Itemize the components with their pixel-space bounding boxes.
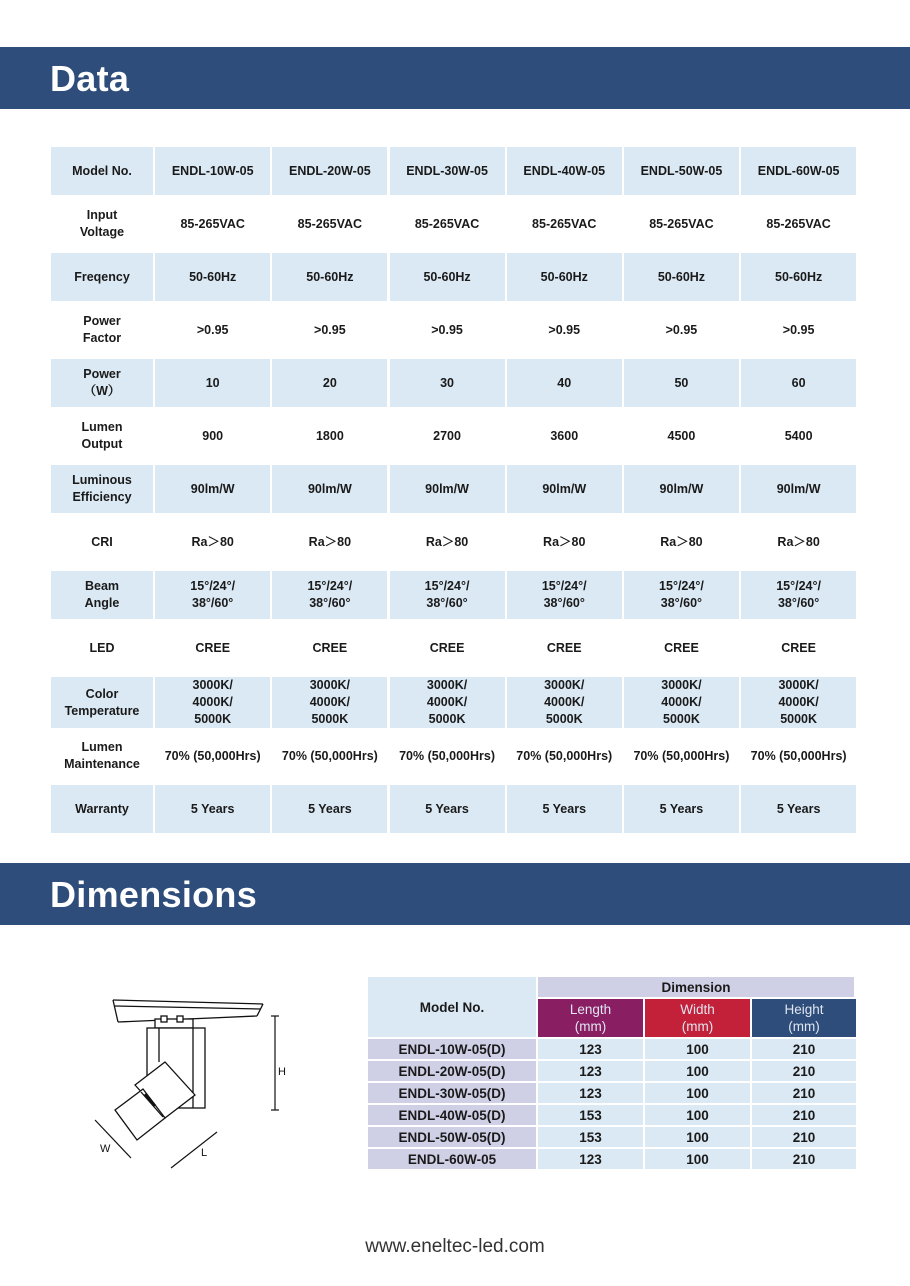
spec-row-label: CRI xyxy=(51,516,153,568)
spec-value-cell: Ra＞80 xyxy=(741,516,856,568)
spec-value-cell: 3000K/ 4000K/ 5000K xyxy=(155,677,270,728)
dim-column-header: Length (mm) xyxy=(538,999,643,1037)
spec-value-cell: Ra＞80 xyxy=(272,516,387,568)
dim-model-cell: ENDL-60W-05 xyxy=(368,1149,536,1169)
spec-value-cell: 70% (50,000Hrs) xyxy=(390,730,505,782)
dim-width-cell: 100 xyxy=(645,1039,750,1059)
spec-value-cell: 5 Years xyxy=(624,785,739,833)
dim-width-cell: 100 xyxy=(645,1061,750,1081)
spec-value-cell: 50-60Hz xyxy=(624,253,739,301)
spec-value-cell: >0.95 xyxy=(741,304,856,356)
spec-value-cell: 5 Years xyxy=(741,785,856,833)
dimensions-section-banner xyxy=(0,863,910,925)
dim-model-cell: ENDL-30W-05(D) xyxy=(368,1083,536,1103)
spec-value-cell: Ra＞80 xyxy=(507,516,622,568)
dim-table-row xyxy=(368,1039,856,1059)
spec-value-cell: 5 Years xyxy=(507,785,622,833)
spec-model-header-cell: ENDL-60W-05 xyxy=(741,147,856,195)
spec-row-label: Power Factor xyxy=(51,304,153,356)
spec-value-cell: 900 xyxy=(155,410,270,462)
spec-value-cell: 4500 xyxy=(624,410,739,462)
dim-length-cell: 123 xyxy=(538,1061,643,1081)
spec-row xyxy=(51,571,856,619)
spec-value-cell: 5 Years xyxy=(390,785,505,833)
spec-value-cell: 70% (50,000Hrs) xyxy=(155,730,270,782)
spec-value-cell: 15°/24°/ 38°/60° xyxy=(507,571,622,619)
height-label: H xyxy=(278,1066,286,1078)
spec-value-cell: 3000K/ 4000K/ 5000K xyxy=(272,677,387,728)
dim-height-cell: 210 xyxy=(752,1149,856,1169)
spec-value-cell: 3000K/ 4000K/ 5000K xyxy=(741,677,856,728)
spec-value-cell: 10 xyxy=(155,359,270,407)
spec-value-cell: Ra＞80 xyxy=(155,516,270,568)
spec-value-cell: 3000K/ 4000K/ 5000K xyxy=(507,677,622,728)
spec-row-label: Power （W） xyxy=(51,359,153,407)
dim-model-cell: ENDL-20W-05(D) xyxy=(368,1061,536,1081)
spec-value-cell: 5400 xyxy=(741,410,856,462)
spec-row xyxy=(51,622,856,674)
spec-value-cell: 3600 xyxy=(507,410,622,462)
spec-value-cell: 5 Years xyxy=(272,785,387,833)
fixture-dimension-drawing xyxy=(85,992,295,1174)
spec-value-cell: 15°/24°/ 38°/60° xyxy=(272,571,387,619)
data-section-banner xyxy=(0,47,910,109)
dim-model-cell: ENDL-10W-05(D) xyxy=(368,1039,536,1059)
spec-value-cell: 15°/24°/ 38°/60° xyxy=(741,571,856,619)
spec-value-cell: 85-265VAC xyxy=(272,198,387,250)
dimension-table xyxy=(368,977,856,1169)
dim-table-row xyxy=(368,1061,856,1081)
spec-row-label: Input Voltage xyxy=(51,198,153,250)
dim-height-cell: 210 xyxy=(752,1061,856,1081)
spec-row-label: Luminous Efficiency xyxy=(51,465,153,513)
dim-column-header: Height (mm) xyxy=(752,999,856,1037)
spec-value-cell: 70% (50,000Hrs) xyxy=(741,730,856,782)
dim-length-cell: 153 xyxy=(538,1105,643,1125)
spec-value-cell: >0.95 xyxy=(155,304,270,356)
spec-value-cell: 90lm/W xyxy=(390,465,505,513)
spec-value-cell: 20 xyxy=(272,359,387,407)
spec-value-cell: 90lm/W xyxy=(272,465,387,513)
spec-value-cell: 85-265VAC xyxy=(741,198,856,250)
spec-row-label: Warranty xyxy=(51,785,153,833)
spec-value-cell: 90lm/W xyxy=(507,465,622,513)
spec-value-cell: 60 xyxy=(741,359,856,407)
spec-value-cell: 85-265VAC xyxy=(390,198,505,250)
spec-value-cell: 90lm/W xyxy=(741,465,856,513)
dim-height-cell: 210 xyxy=(752,1083,856,1103)
dimensions-section-title: Dimensions xyxy=(50,874,258,915)
spec-row-label: Lumen Output xyxy=(51,410,153,462)
dim-width-cell: 100 xyxy=(645,1083,750,1103)
spec-row xyxy=(51,359,856,407)
spec-value-cell: CREE xyxy=(507,622,622,674)
spec-model-header-cell: ENDL-50W-05 xyxy=(624,147,739,195)
spec-value-cell: 5 Years xyxy=(155,785,270,833)
length-label: L xyxy=(201,1147,208,1159)
dim-width-cell: 100 xyxy=(645,1105,750,1125)
dim-width-cell: 100 xyxy=(645,1127,750,1147)
spec-value-cell: >0.95 xyxy=(624,304,739,356)
spec-value-cell: 90lm/W xyxy=(155,465,270,513)
spec-value-cell: 3000K/ 4000K/ 5000K xyxy=(390,677,505,728)
spec-value-cell: CREE xyxy=(390,622,505,674)
spec-row xyxy=(51,410,856,462)
spec-model-header-cell: ENDL-20W-05 xyxy=(272,147,387,195)
spec-value-cell: >0.95 xyxy=(272,304,387,356)
footer-url: www.eneltec-led.com xyxy=(365,1236,545,1257)
spec-value-cell: 15°/24°/ 38°/60° xyxy=(155,571,270,619)
spec-value-cell: 85-265VAC xyxy=(624,198,739,250)
spec-model-header-cell: ENDL-30W-05 xyxy=(390,147,505,195)
spec-row xyxy=(51,253,856,301)
spec-value-cell: 85-265VAC xyxy=(155,198,270,250)
spec-value-cell: 2700 xyxy=(390,410,505,462)
dim-length-cell: 153 xyxy=(538,1127,643,1147)
dim-length-cell: 123 xyxy=(538,1039,643,1059)
spec-row xyxy=(51,304,856,356)
spec-value-cell: Ra＞80 xyxy=(390,516,505,568)
spec-value-cell: 30 xyxy=(390,359,505,407)
spec-row xyxy=(51,516,856,568)
data-section-title: Data xyxy=(50,58,130,99)
spec-value-cell: 50-60Hz xyxy=(741,253,856,301)
spec-value-cell: 50 xyxy=(624,359,739,407)
spec-value-cell: 85-265VAC xyxy=(507,198,622,250)
spec-value-cell: 40 xyxy=(507,359,622,407)
dim-height-cell: 210 xyxy=(752,1039,856,1059)
spec-table xyxy=(51,147,856,836)
spec-model-header-cell: ENDL-10W-05 xyxy=(155,147,270,195)
spec-model-header-cell: ENDL-40W-05 xyxy=(507,147,622,195)
dim-table-row xyxy=(368,1149,856,1169)
spec-value-cell: 50-60Hz xyxy=(390,253,505,301)
spec-row xyxy=(51,677,856,727)
spec-row-label: LED xyxy=(51,622,153,674)
spec-value-cell: 3000K/ 4000K/ 5000K xyxy=(624,677,739,728)
dim-width-cell: 100 xyxy=(645,1149,750,1169)
spec-row xyxy=(51,465,856,513)
spec-value-cell: CREE xyxy=(155,622,270,674)
spec-value-cell: 1800 xyxy=(272,410,387,462)
spec-row-label: Beam Angle xyxy=(51,571,153,619)
spec-value-cell: 90lm/W xyxy=(624,465,739,513)
spec-row-label: Lumen Maintenance xyxy=(51,730,153,782)
spec-value-cell: >0.95 xyxy=(507,304,622,356)
spec-value-cell: 15°/24°/ 38°/60° xyxy=(390,571,505,619)
spec-row xyxy=(51,785,856,833)
dim-length-cell: 123 xyxy=(538,1083,643,1103)
dim-height-cell: 210 xyxy=(752,1105,856,1125)
spec-row-label: Color Temperature xyxy=(51,677,153,728)
spec-value-cell: 50-60Hz xyxy=(507,253,622,301)
spec-row-label: Freqency xyxy=(51,253,153,301)
spec-value-cell: 15°/24°/ 38°/60° xyxy=(624,571,739,619)
dim-model-cell: ENDL-40W-05(D) xyxy=(368,1105,536,1125)
width-label: W xyxy=(100,1143,111,1155)
dim-table-row xyxy=(368,1105,856,1125)
spec-value-cell: 70% (50,000Hrs) xyxy=(507,730,622,782)
spec-header-label: Model No. xyxy=(51,147,153,195)
dim-model-cell: ENDL-50W-05(D) xyxy=(368,1127,536,1147)
dim-model-header: Model No. xyxy=(368,977,536,1037)
spec-value-cell: >0.95 xyxy=(390,304,505,356)
spec-value-cell: 70% (50,000Hrs) xyxy=(624,730,739,782)
spec-header-row xyxy=(51,147,856,195)
spec-value-cell: CREE xyxy=(272,622,387,674)
spec-value-cell: CREE xyxy=(624,622,739,674)
spec-value-cell: 50-60Hz xyxy=(155,253,270,301)
spec-value-cell: 70% (50,000Hrs) xyxy=(272,730,387,782)
dim-group-header: Dimension xyxy=(538,977,854,997)
spec-row xyxy=(51,730,856,782)
dim-table-row xyxy=(368,1127,856,1147)
dim-column-header: Width (mm) xyxy=(645,999,750,1037)
spec-row xyxy=(51,198,856,250)
spec-value-cell: CREE xyxy=(741,622,856,674)
spec-value-cell: 50-60Hz xyxy=(272,253,387,301)
spec-value-cell: Ra＞80 xyxy=(624,516,739,568)
dim-height-cell: 210 xyxy=(752,1127,856,1147)
dim-length-cell: 123 xyxy=(538,1149,643,1169)
dim-table-row xyxy=(368,1083,856,1103)
